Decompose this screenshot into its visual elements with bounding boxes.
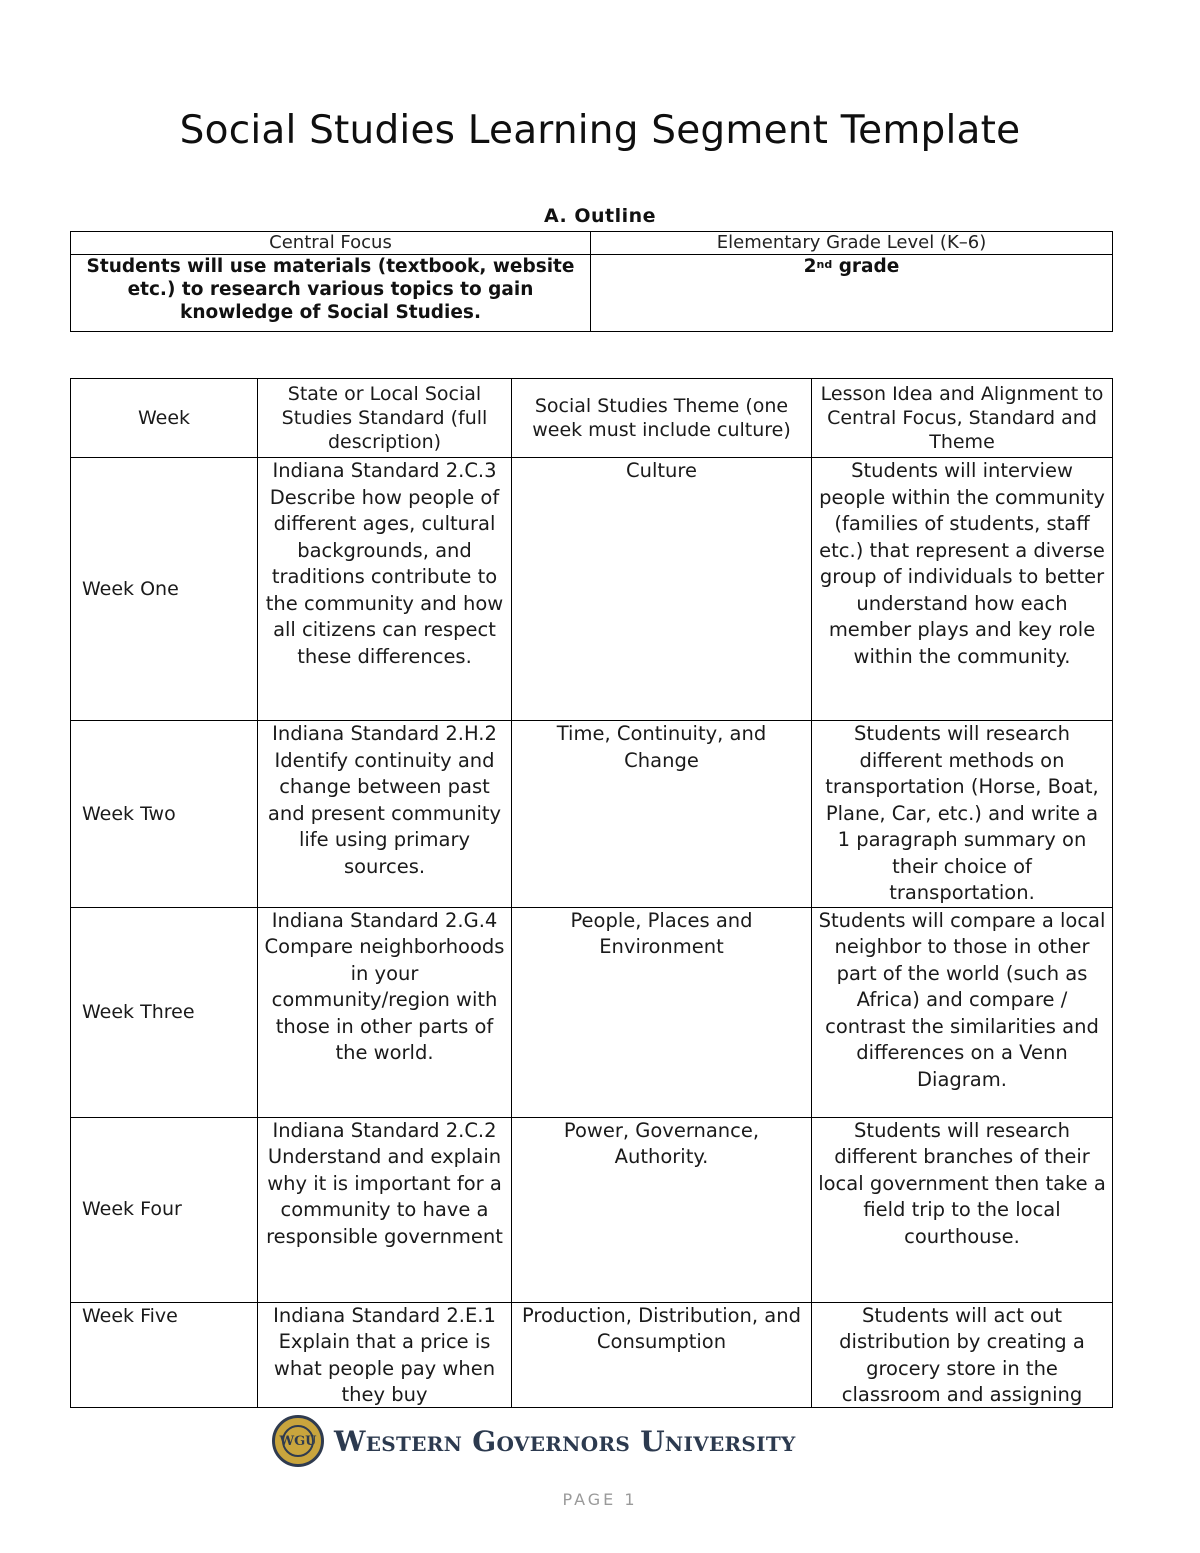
theme-cell: Production, Distribution, and Consumption <box>512 1302 812 1407</box>
lesson-column-header: Lesson Idea and Alignment to Central Focus, Standard and Theme <box>812 379 1113 458</box>
theme-cell: People, Places and Environment <box>512 907 812 1117</box>
weekly-plan-table <box>70 378 1113 1408</box>
central-focus-text: Students will use materials (textbook, website etc.) to research various topics to gain knowledge of Social Studies. <box>71 255 591 332</box>
standard-cell: Indiana Standard 2.C.3 Describe how people of different ages, cultural backgrounds, and traditions contribute to the community and how all citizens can respect these differences. <box>258 458 512 721</box>
lesson-cell: Students will interview people within the community (families of students, staff etc.) that represent a diverse group of individuals to better understand how each member plays and key role within the community. <box>812 458 1113 721</box>
week-label: Week Five <box>71 1302 258 1407</box>
theme-column-header: Social Studies Theme (one week must include culture) <box>512 379 812 458</box>
theme-cell: Power, Governance, Authority. <box>512 1117 812 1302</box>
university-wordmark: Western Governors University <box>334 1424 796 1458</box>
lesson-cell: Students will compare a local neighbor to those in other part of the world (such as Africa) and compare / contrast the similarities and differences on a Venn Diagram. <box>812 907 1113 1117</box>
seal-initials: WGU <box>282 1425 314 1457</box>
table-row <box>71 1302 1113 1407</box>
grade-number: 2 <box>803 256 817 277</box>
table-row <box>71 1117 1113 1302</box>
standard-column-header: State or Local Social Studies Standard (full description) <box>258 379 512 458</box>
grade-ordinal: nd <box>816 258 833 271</box>
lesson-cell <box>812 1302 1113 1407</box>
lesson-cell: Students will research different branches of their local government then take a field trip to the local courthouse. <box>812 1117 1113 1302</box>
standard-cell: Indiana Standard 2.G.4 Compare neighborhoods in your community/region with those in other parts of the world. <box>258 907 512 1117</box>
central-focus-header: Central Focus <box>71 232 591 255</box>
outline-table <box>70 231 1113 332</box>
page-number: PAGE 1 <box>562 1490 638 1509</box>
table-row <box>71 721 1113 908</box>
table-row <box>71 907 1113 1117</box>
university-seal-icon <box>272 1415 324 1467</box>
outline-heading: A. Outline <box>543 205 657 227</box>
wgu-logo <box>272 1413 796 1469</box>
week-label: Week Three <box>71 907 258 1117</box>
standard-cell: Indiana Standard 2.H.2 Identify continuity and change between past and present community life using primary sources. <box>258 721 512 908</box>
theme-cell: Time, Continuity, and Change <box>512 721 812 908</box>
document-title: Social Studies Learning Segment Template <box>179 108 1021 153</box>
week-label: Week Two <box>71 721 258 908</box>
grade-level-header: Elementary Grade Level (K–6) <box>591 232 1113 255</box>
week-label: Week One <box>71 458 258 721</box>
standard-cell: Indiana Standard 2.C.2 Understand and explain why it is important for a community to have a responsible government <box>258 1117 512 1302</box>
table-row <box>71 458 1113 721</box>
standard-cell-text: Indiana Standard 2.E.1 Explain that a price is what people pay when they buy <box>273 1303 496 1406</box>
week-label: Week Four <box>71 1117 258 1302</box>
week-column-header: Week <box>71 379 258 458</box>
theme-cell: Culture <box>512 458 812 721</box>
grade-level-value <box>591 255 1113 332</box>
standard-cell <box>258 1302 512 1407</box>
grade-word: grade <box>832 256 900 277</box>
lesson-cell: Students will research different methods on transportation (Horse, Boat, Plane, Car, etc.) and write a 1 paragraph summary on their choice of transportation. <box>812 721 1113 908</box>
lesson-cell-text: Students will act out distribution by creating a grocery store in the classroom and assigning <box>839 1303 1085 1406</box>
